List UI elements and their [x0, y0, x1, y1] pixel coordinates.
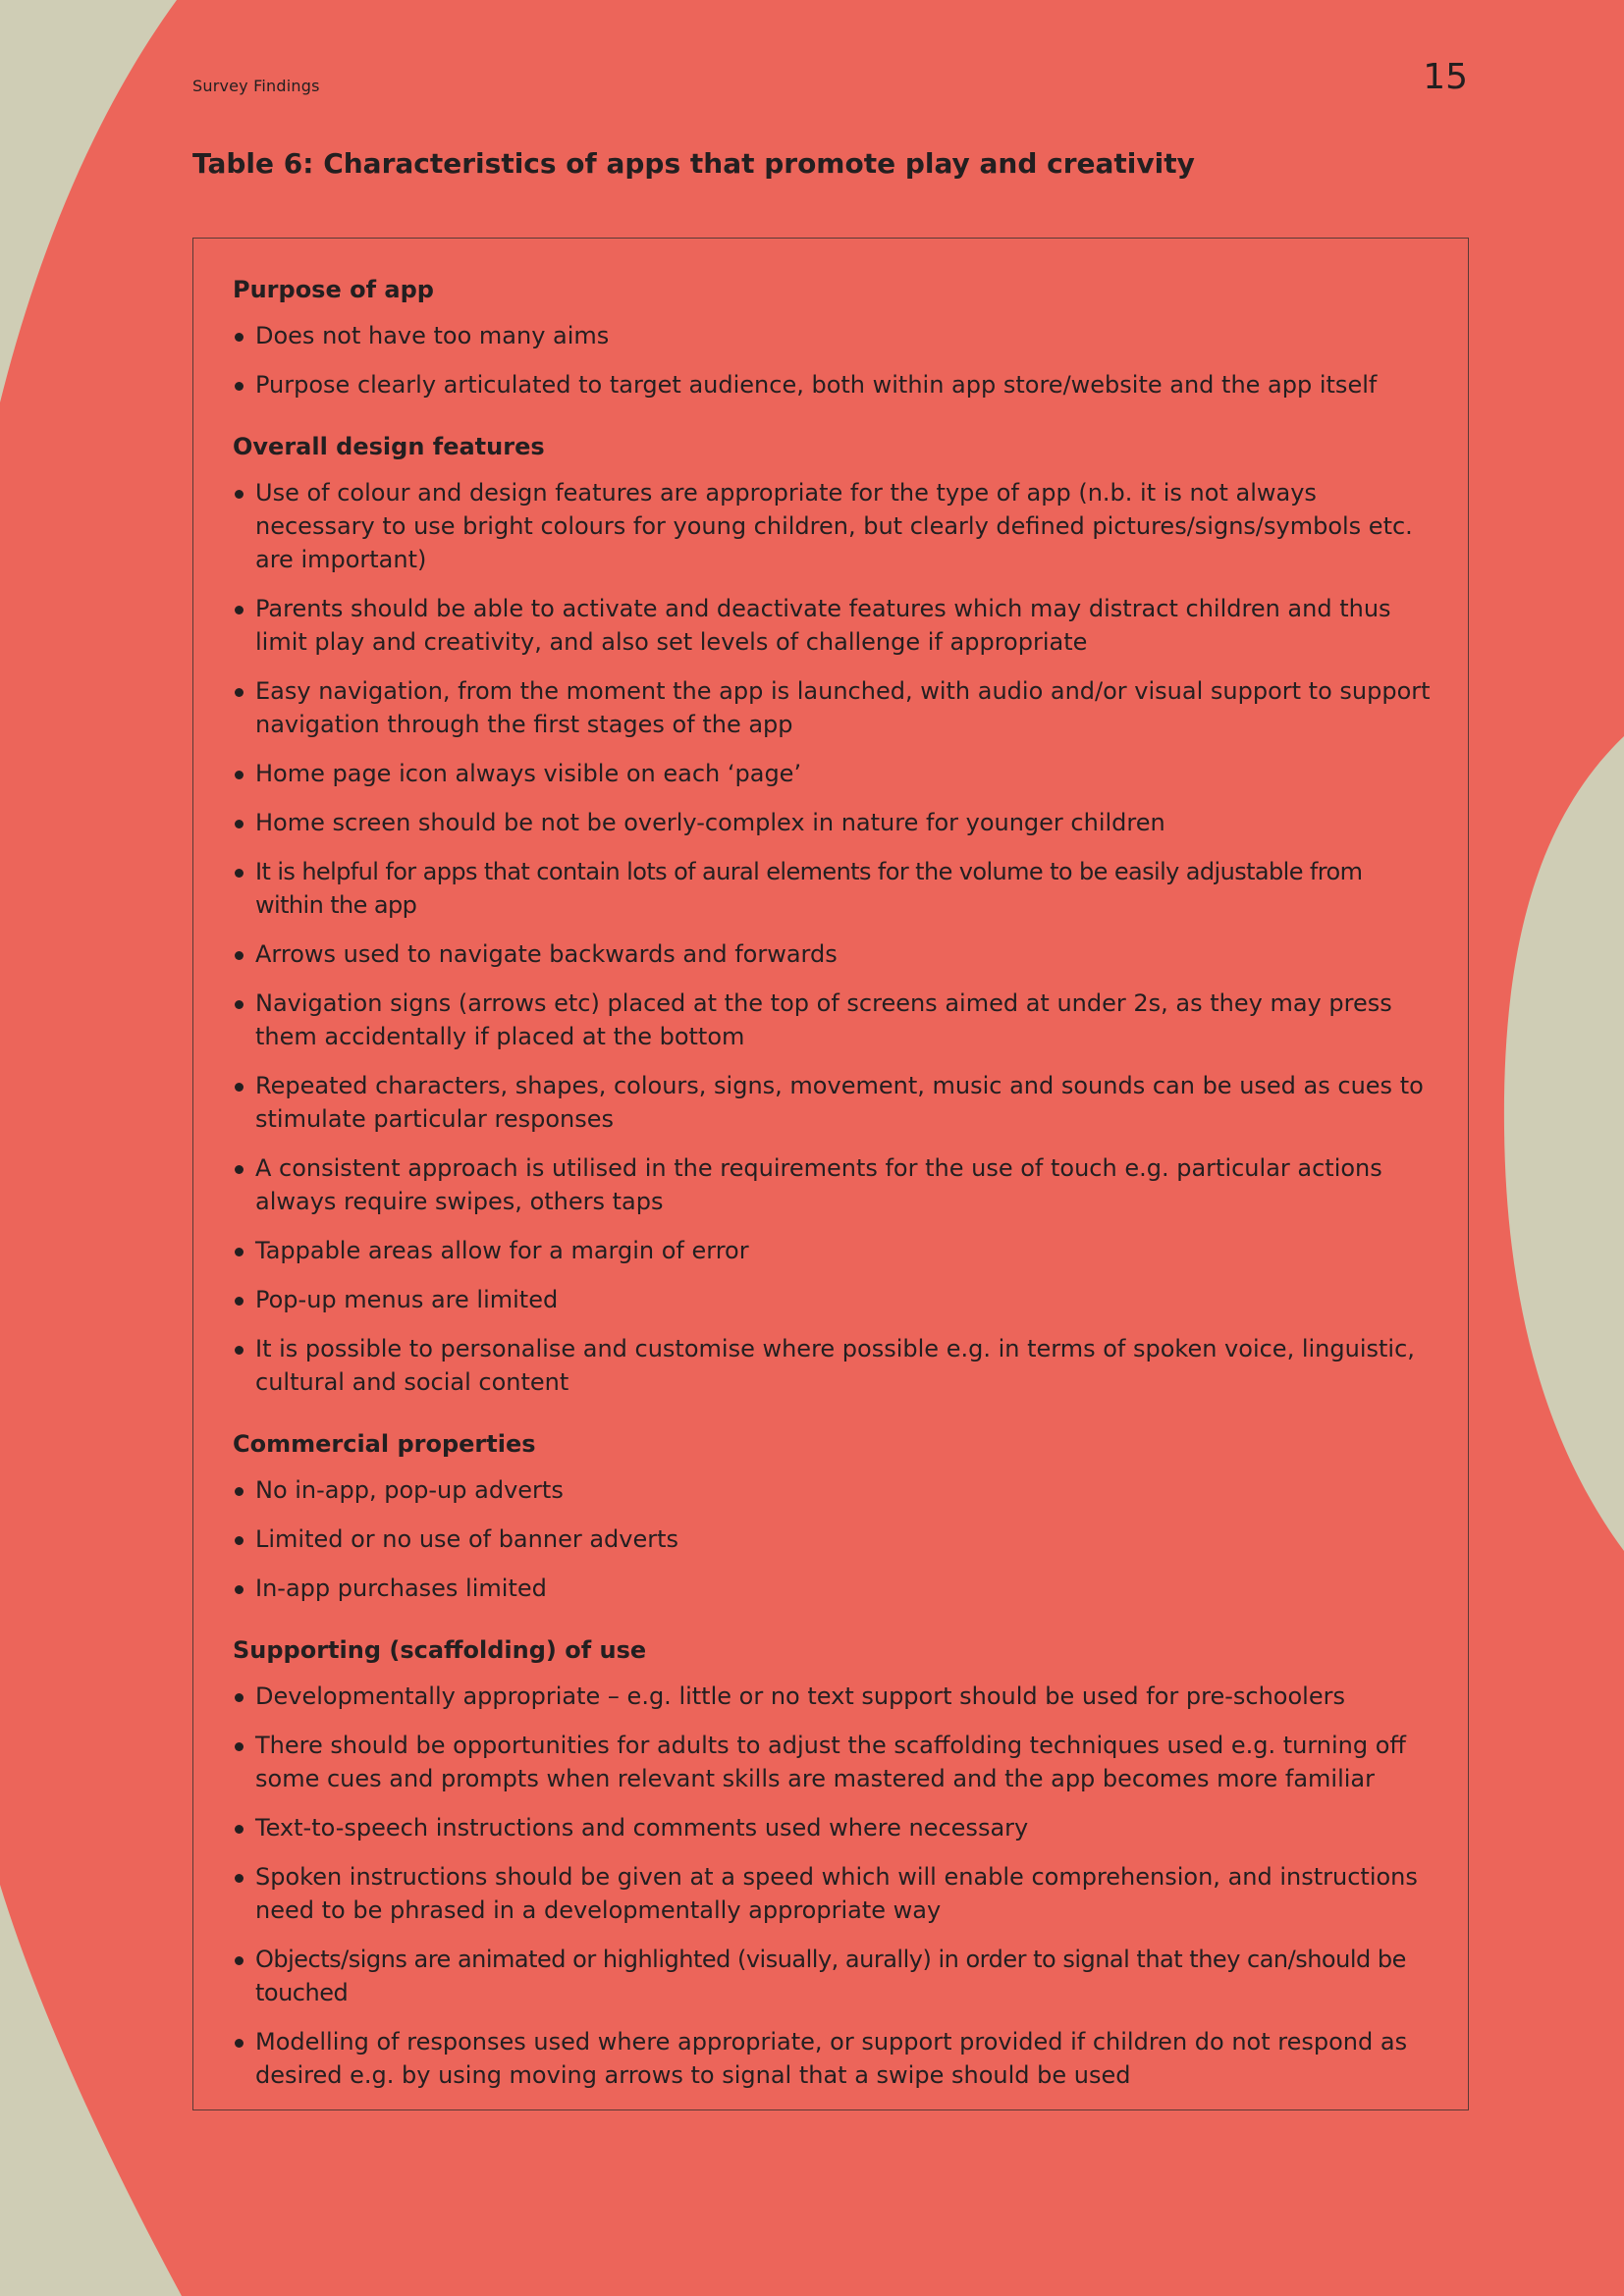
- characteristics-table: [192, 238, 1469, 2110]
- section-heading: Purpose of app: [233, 276, 434, 303]
- list-item: No in-app, pop-up adverts: [233, 1473, 1431, 1507]
- list-item: Text-to-speech instructions and comments used where necessary: [233, 1811, 1431, 1844]
- list-item: Does not have too many aims: [233, 319, 1431, 352]
- list-item: Pop-up menus are limited: [233, 1283, 1431, 1316]
- list-item: In-app purchases limited: [233, 1572, 1431, 1605]
- list-item: Objects/signs are animated or highlighted (visually, aurally) in order to signal that they can/should be touched: [233, 1943, 1431, 2009]
- bullet-list: [233, 1473, 1431, 1605]
- list-item: It is possible to personalise and customise where possible e.g. in terms of spoken voice, linguistic, cultural and social content: [233, 1332, 1431, 1399]
- section-heading: Commercial properties: [233, 1430, 536, 1458]
- list-item: It is helpful for apps that contain lots of aural elements for the volume to be easily adjustable from within the app: [233, 855, 1431, 922]
- bullet-list: [233, 1680, 1431, 2092]
- section-commercial-properties: [233, 1428, 1431, 1605]
- list-item: Limited or no use of banner adverts: [233, 1522, 1431, 1556]
- section-overall-design-features: [233, 431, 1431, 1399]
- section-supporting-scaffolding: [233, 1634, 1431, 2092]
- page-number: 15: [1423, 57, 1468, 97]
- list-item: A consistent approach is utilised in the requirements for the use of touch e.g. particular actions always require swipes, others taps: [233, 1151, 1431, 1218]
- list-item: Navigation signs (arrows etc) placed at the top of screens aimed at under 2s, as they may press them accidentally if placed at the bottom: [233, 987, 1431, 1053]
- list-item: Modelling of responses used where appropriate, or support provided if children do not respond as desired e.g. by using moving arrows to signal that a swipe should be used: [233, 2025, 1431, 2092]
- bullet-list: [233, 319, 1431, 401]
- section-heading: Overall design features: [233, 433, 545, 460]
- list-item: Parents should be able to activate and deactivate features which may distract children and thus limit play and creativity, and also set levels of challenge if appropriate: [233, 592, 1431, 659]
- table-title: Table 6: Characteristics of apps that promote play and creativity: [192, 147, 1195, 180]
- list-item: Home page icon always visible on each ‘page’: [233, 757, 1431, 790]
- list-item: Repeated characters, shapes, colours, signs, movement, music and sounds can be used as cues to stimulate particular responses: [233, 1069, 1431, 1136]
- section-purpose-of-app: [233, 274, 1431, 401]
- list-item: Purpose clearly articulated to target audience, both within app store/website and the app itself: [233, 368, 1431, 401]
- list-item: Spoken instructions should be given at a speed which will enable comprehension, and instructions need to be phrased in a developmentally appropriate way: [233, 1860, 1431, 1927]
- list-item: Easy navigation, from the moment the app is launched, with audio and/or visual support to support navigation through the first stages of the app: [233, 674, 1431, 741]
- list-item: Developmentally appropriate – e.g. little or no text support should be used for pre-schoolers: [233, 1680, 1431, 1713]
- list-item: There should be opportunities for adults to adjust the scaffolding techniques used e.g. turning off some cues and prompts when relevant skills are mastered and the app becomes more familiar: [233, 1729, 1431, 1795]
- list-item: Tappable areas allow for a margin of error: [233, 1234, 1431, 1267]
- running-head: Survey Findings: [192, 77, 320, 95]
- list-item: Arrows used to navigate backwards and forwards: [233, 937, 1431, 971]
- list-item: Use of colour and design features are appropriate for the type of app (n.b. it is not always necessary to use bright colours for young children, but clearly defined pictures/signs/symbols etc. are important): [233, 476, 1431, 576]
- list-item: Home screen should be not be overly-complex in nature for younger children: [233, 806, 1431, 839]
- bullet-list: [233, 476, 1431, 1399]
- section-heading: Supporting (scaffolding) of use: [233, 1636, 647, 1664]
